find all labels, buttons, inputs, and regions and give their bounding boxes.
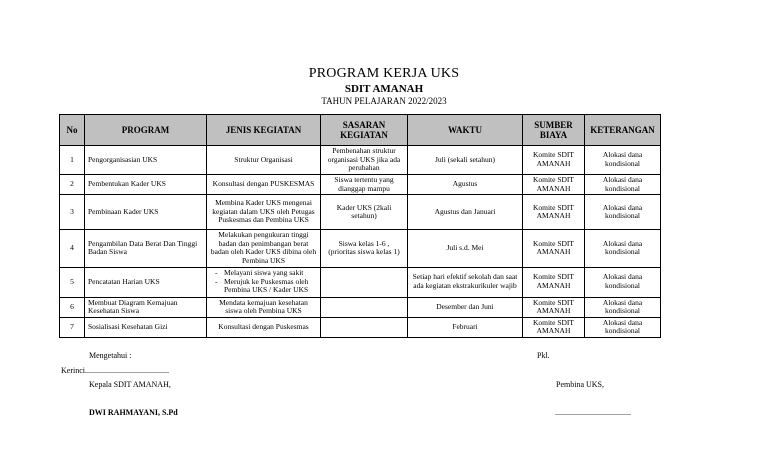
pkl-label: Pkl. [537, 351, 550, 360]
cell-sasaran [321, 317, 408, 337]
cell-sumber-biaya: Komite SDIT AMANAH [523, 175, 585, 195]
cell-keterangan: Alokasi dana kondisional [585, 267, 661, 297]
cell-keterangan: Alokasi dana kondisional [585, 175, 661, 195]
list-item: - Melayani siswa yang sakit [224, 269, 317, 278]
cell-no: 6 [60, 297, 85, 317]
cell-program: Pencatatan Harian UKS [85, 267, 207, 297]
cell-keterangan: Alokasi dana kondisional [585, 297, 661, 317]
cell-sumber-biaya: Komite SDIT AMANAH [523, 195, 585, 230]
cell-waktu: Agustus dan Januari [408, 195, 523, 230]
cell-jenis-kegiatan: Konsultasi dengan Puskesmas [207, 317, 321, 337]
document-title: PROGRAM KERJA UKS [308, 66, 460, 81]
table-row [60, 146, 661, 175]
list-item: - Merujuk ke Puskesmas oleh Pembina UKS / Kader UKS [224, 278, 317, 295]
academic-year: TAHUN PELAJARAN 2022/2023 [321, 96, 447, 106]
cell-waktu: Juli s.d. Mei [408, 230, 523, 267]
cell-sumber-biaya: Komite SDIT AMANAH [523, 230, 585, 267]
place-date-line: Kerinci.......................................... [61, 366, 169, 375]
cell-jenis-kegiatan: Struktur Organisasi [207, 146, 321, 175]
col-header-sumber-biaya: SUMBER BIAYA [523, 115, 585, 146]
cell-waktu: Setiap hari efektif sekolah dan saat ada kegiatan ekstrakurikuler wajib [408, 267, 523, 297]
col-header-sasaran-kegiatan: SASARAN KEGIATAN [321, 115, 408, 146]
cell-keterangan: Alokasi dana kondisional [585, 195, 661, 230]
cell-sasaran [321, 267, 408, 297]
table-row [60, 230, 661, 267]
cell-no: 5 [60, 267, 85, 297]
kepala-sekolah-name: DWI RAHMAYANI, S.Pd [89, 408, 178, 417]
kepala-sekolah-title: Kepala SDIT AMANAH, [89, 380, 171, 389]
cell-no: 2 [60, 175, 85, 195]
cell-waktu: Juli (sekali setahun) [408, 146, 523, 175]
cell-jenis-kegiatan: Mendata kemajuan kesehatan siswa oleh Pembina UKS [207, 297, 321, 317]
cell-waktu: Agustus [408, 175, 523, 195]
jenis-kegiatan-list [210, 269, 317, 295]
cell-sasaran [321, 297, 408, 317]
cell-sumber-biaya: Komite SDIT AMANAH [523, 317, 585, 337]
cell-program: Pembinaan Kader UKS [85, 195, 207, 230]
cell-keterangan: Alokasi dana kondisional [585, 230, 661, 267]
pembina-uks-title: Pembina UKS, [556, 380, 604, 389]
cell-waktu: Desember dan Juni [408, 297, 523, 317]
table-row [60, 195, 661, 230]
cell-no: 4 [60, 230, 85, 267]
cell-sumber-biaya: Komite SDIT AMANAH [523, 297, 585, 317]
cell-waktu: Februari [408, 317, 523, 337]
school-name: SDIT AMANAH [344, 83, 424, 95]
cell-jenis-kegiatan: Konsultasi dengan PUSKESMAS [207, 175, 321, 195]
cell-program: Membuat Diagram Kemajuan Kesehatan Siswa [85, 297, 207, 317]
table-header-row [60, 115, 661, 146]
cell-sumber-biaya: Komite SDIT AMANAH [523, 267, 585, 297]
cell-keterangan: Alokasi dana kondisional [585, 317, 661, 337]
cell-program: Pengambilan Data Berat Dan Tinggi Badan Siswa [85, 230, 207, 267]
col-header-jenis-kegiatan: JENIS KEGIATAN [207, 115, 321, 146]
table-row [60, 317, 661, 337]
table-row [60, 297, 661, 317]
cell-no: 3 [60, 195, 85, 230]
cell-sasaran: Siswa tertentu yang dianggap mampu [321, 175, 408, 195]
cell-program: Pengorganisasian UKS [85, 146, 207, 175]
cell-jenis-kegiatan [207, 267, 321, 297]
col-header-keterangan: KETERANGAN [585, 115, 661, 146]
cell-program: Sosialisasi Kesehatan Gizi [85, 317, 207, 337]
cell-sasaran: Kader UKS (2kali setahun) [321, 195, 408, 230]
cell-sasaran: Siswa kelas 1-6 , (prioritas siswa kelas 1) [321, 230, 408, 267]
cell-keterangan: Alokasi dana kondisional [585, 146, 661, 175]
cell-no: 1 [60, 146, 85, 175]
col-header-no: No [60, 115, 85, 146]
col-header-program: PROGRAM [85, 115, 207, 146]
cell-sumber-biaya: Komite SDIT AMANAH [523, 146, 585, 175]
cell-jenis-kegiatan: Membina Kader UKS mengenai kegiatan dalam UKS oleh Petugas Puskesmas dan Pembina UKS [207, 195, 321, 230]
cell-jenis-kegiatan: Melakukan pengukuran tinggi badan dan penimbangan berat badan oleh Kader UKS dibina oleh Pembina UKS [207, 230, 321, 267]
cell-sasaran: Pembenahan struktur organisasi UKS jika ada perubahan [321, 146, 408, 175]
table-row [60, 267, 661, 297]
table-row [60, 175, 661, 195]
col-header-waktu: WAKTU [408, 115, 523, 146]
mengetahui-label: Mengetahui : [89, 351, 132, 360]
program-table [59, 114, 661, 338]
cell-no: 7 [60, 317, 85, 337]
pembina-uks-signature-line: ...................................... [555, 408, 631, 417]
cell-program: Pembentukan Kader UKS [85, 175, 207, 195]
